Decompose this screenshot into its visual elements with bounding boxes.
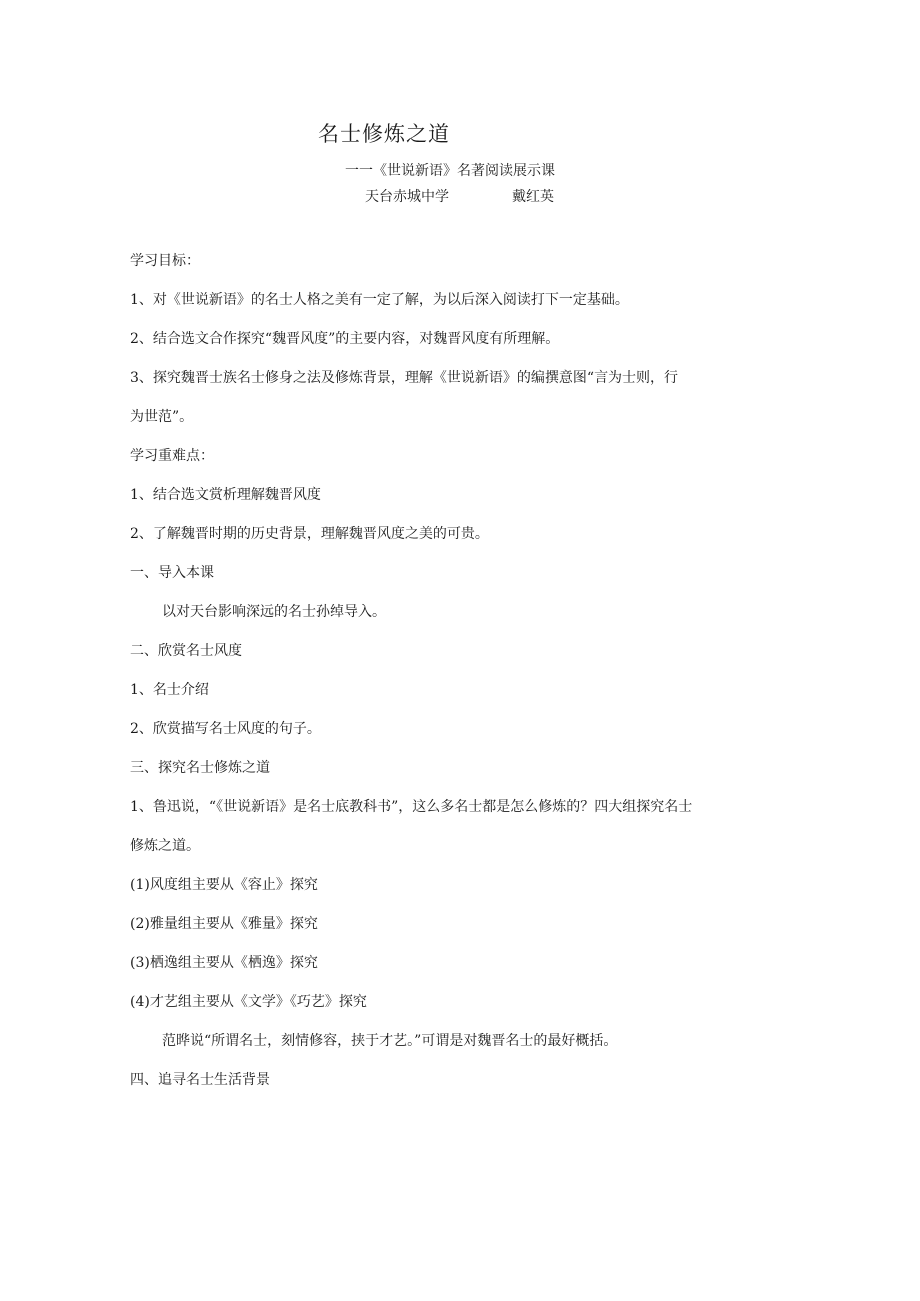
- author-name: 戴红英: [512, 189, 554, 205]
- group-item-4: (4)才艺组主要从《文学》《巧艺》探究: [130, 994, 367, 1010]
- section-heading-key-points: 学习重难点：: [130, 448, 214, 464]
- page-title: 名士修炼之道: [318, 122, 450, 146]
- group-item-2: (2)雅量组主要从《雅量》探究: [130, 916, 318, 932]
- section-heading-objectives: 学习目标：: [130, 253, 200, 269]
- list-item-2-2: 2、欣赏描写名士风度的句子。: [130, 721, 321, 737]
- key-point-2: 2、了解魏晋时期的历史背景，理解魏晋风度之美的可贵。: [130, 526, 489, 542]
- section-heading-1: 一、导入本课: [130, 565, 214, 581]
- document-body: [130, 252, 770, 1110]
- school-name: 天台赤城中学: [365, 189, 449, 205]
- group-item-3: (3)栖逸组主要从《栖逸》探究: [130, 955, 318, 971]
- key-point-1: 1、结合选文赏析理解魏晋风度: [130, 487, 321, 503]
- objective-item-1: 1、对《世说新语》的名士人格之美有一定了解，为以后深入阅读打下一定基础。: [130, 292, 629, 308]
- paragraph-intro: 以对天台影响深远的名士孙绰导入。: [162, 604, 386, 620]
- section-heading-4: 四、追寻名士生活背景: [130, 1072, 270, 1088]
- section-heading-3: 三、探究名士修炼之道: [130, 760, 270, 776]
- group-item-1: (1)风度组主要从《容止》探究: [130, 877, 318, 893]
- list-item-3-1-continued: 修炼之道。: [130, 838, 200, 854]
- paragraph-quote: 范晔说“所谓名士，刻情修容，挟于才艺。”可谓是对魏晋名士的最好概括。: [162, 1033, 618, 1049]
- list-item-2-1: 1、名士介绍: [130, 682, 209, 698]
- objective-item-3-continued: 为世范”。: [130, 409, 194, 425]
- list-item-3-1: 1、鲁迅说，“《世说新语》是名士底教科书”，这么多名士都是怎么修炼的？四大组探究名士: [130, 799, 693, 815]
- objective-item-2: 2、结合选文合作探究“魏晋风度”的主要内容，对魏晋风度有所理解。: [130, 331, 560, 347]
- page-subtitle: 一一《世说新语》名著阅读展示课: [345, 163, 555, 179]
- section-heading-2: 二、欣赏名士风度: [130, 643, 242, 659]
- objective-item-3: 3、探究魏晋士族名士修身之法及修炼背景，理解《世说新语》的编撰意图“言为士则，行: [130, 370, 679, 386]
